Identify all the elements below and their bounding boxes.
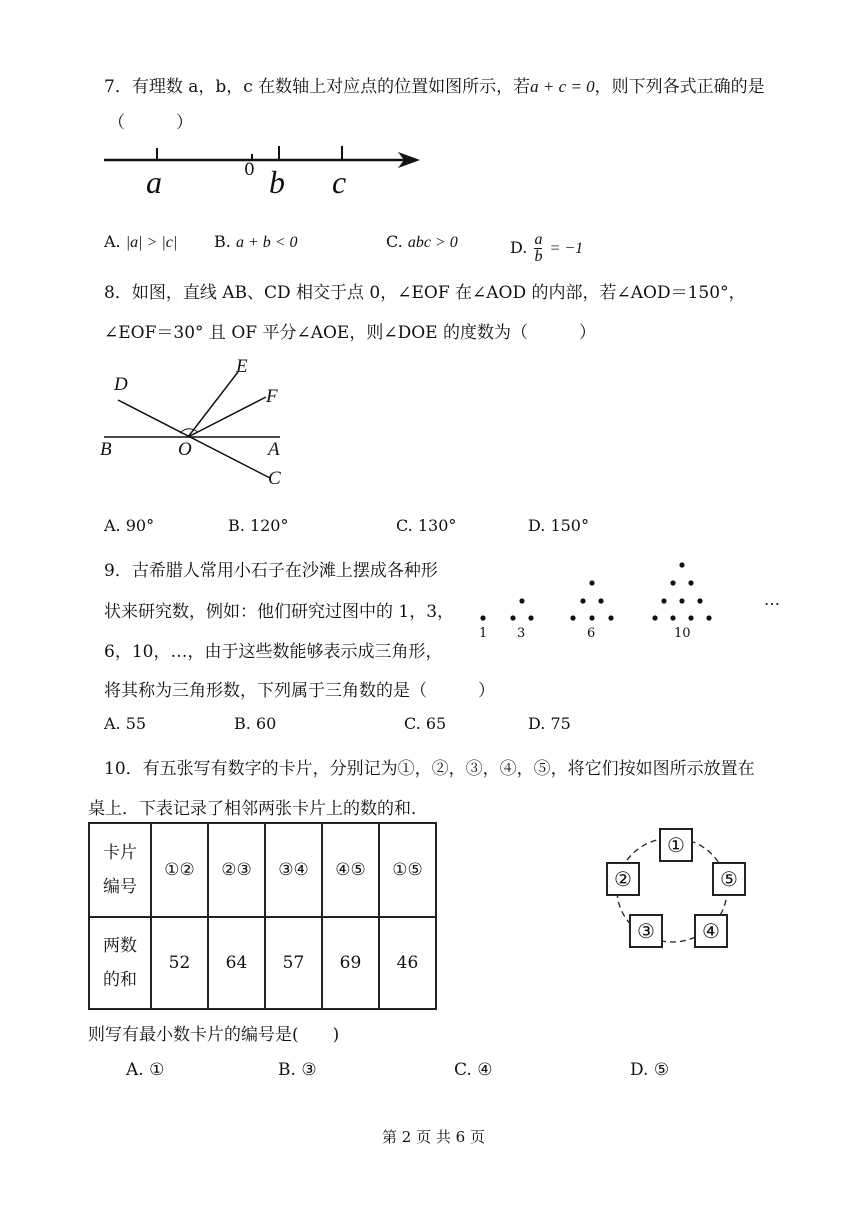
table-sum: 52 (151, 917, 208, 1009)
q7-option-a[interactable]: A. |a| > |c| (104, 232, 178, 251)
table-pair: ③④ (265, 823, 322, 917)
q7-option-d[interactable]: D. $\frac{a}{b}$ = −1 (510, 231, 584, 265)
q9-line4: 将其称为三角形数，下列属于三角数的是（ ） (104, 681, 495, 701)
table-pair: ②③ (208, 823, 265, 917)
fraction: $\frac{a}{b}$ (534, 231, 543, 265)
q7-answer-paren: （ ） (108, 113, 193, 133)
card-1[interactable]: ① (659, 828, 693, 862)
label-e: E (236, 356, 248, 377)
label-o: O (178, 439, 192, 460)
label-b-point: B (100, 439, 112, 460)
table-sum: 46 (379, 917, 436, 1009)
card-3[interactable]: ③ (629, 914, 663, 948)
q9-line2: 状来研究数，例如：他们研究过图中的 1，3， (104, 602, 455, 622)
table-header-card: 卡片 编号 (89, 823, 151, 917)
dots-ellipsis: … (764, 590, 780, 609)
q9-line1: 9．古希腊人常用小石子在沙滩上摆成各种形 (104, 561, 438, 581)
label-a-point: A (268, 439, 280, 460)
card-4[interactable]: ④ (694, 914, 728, 948)
table-header-sum: 两数 的和 (89, 917, 151, 1009)
q7-option-c[interactable]: C. abc > 0 (386, 232, 458, 251)
label-c: c (332, 164, 347, 200)
q9-line3: 6，10，…，由于这些数能够表示成三角形， (104, 642, 443, 662)
q9-option-b[interactable]: B. 60 (234, 714, 277, 733)
q8-line2: ∠EOF＝30° 且 OF 平分∠AOE，则∠DOE 的度数为（ ） (104, 323, 596, 343)
label-f: F (266, 386, 278, 407)
table-sum: 69 (322, 917, 379, 1009)
q9-option-d[interactable]: D. 75 (528, 714, 571, 733)
q9-option-a[interactable]: A. 55 (104, 714, 147, 733)
label-0: 0 (244, 160, 255, 180)
q9-option-c[interactable]: C. 65 (404, 714, 447, 733)
q8-option-c[interactable]: C. 130° (396, 516, 457, 535)
label-d: D (114, 374, 128, 395)
q10-line1: 10．有五张写有数字的卡片，分别记为①，②，③，④，⑤，将它们按如图所示放置在 (104, 759, 755, 779)
dots-label-3: 3 (517, 626, 526, 641)
table-pair: ④⑤ (322, 823, 379, 917)
dots-label-1: 1 (479, 626, 488, 641)
q10-option-d[interactable]: D. ⑤ (630, 1060, 670, 1080)
page-footer: 第 2 页 共 6 页 (382, 1128, 485, 1146)
table-sum: 64 (208, 917, 265, 1009)
card-2[interactable]: ② (606, 862, 640, 896)
q8-option-a[interactable]: A. 90° (104, 516, 155, 535)
q8-option-d[interactable]: D. 150° (528, 516, 589, 535)
table-sum: 57 (265, 917, 322, 1009)
q8-line1: 8．如图，直线 AB、CD 相交于点 0，∠EOF 在∠AOD 的内部，若∠AOD＝150°， (104, 283, 746, 303)
label-a: a (146, 164, 162, 200)
q10-line2: 桌上．下表记录了相邻两张卡片上的数的和． (88, 799, 428, 819)
q10-option-c[interactable]: C. ④ (454, 1060, 493, 1080)
table-pair: ①② (151, 823, 208, 917)
card-5[interactable]: ⑤ (712, 862, 746, 896)
label-c-point: C (268, 468, 281, 489)
q10-question: 则写有最小数卡片的编号是( ) (88, 1025, 340, 1045)
table-pair: ①⑤ (379, 823, 436, 917)
q10-option-b[interactable]: B. ③ (278, 1060, 317, 1080)
label-b: b (269, 164, 285, 200)
q8-option-b[interactable]: B. 120° (228, 516, 289, 535)
q7-option-b[interactable]: B. a + b < 0 (214, 232, 298, 251)
dots-label-6: 6 (587, 626, 596, 641)
q10-option-a[interactable]: A. ① (126, 1060, 165, 1080)
q7-stem: 7．有理数 a，b，c 在数轴上对应点的位置如图所示，若a + c = 0，则下列各式正确的是 (104, 77, 765, 97)
dots-label-10: 10 (674, 626, 691, 641)
